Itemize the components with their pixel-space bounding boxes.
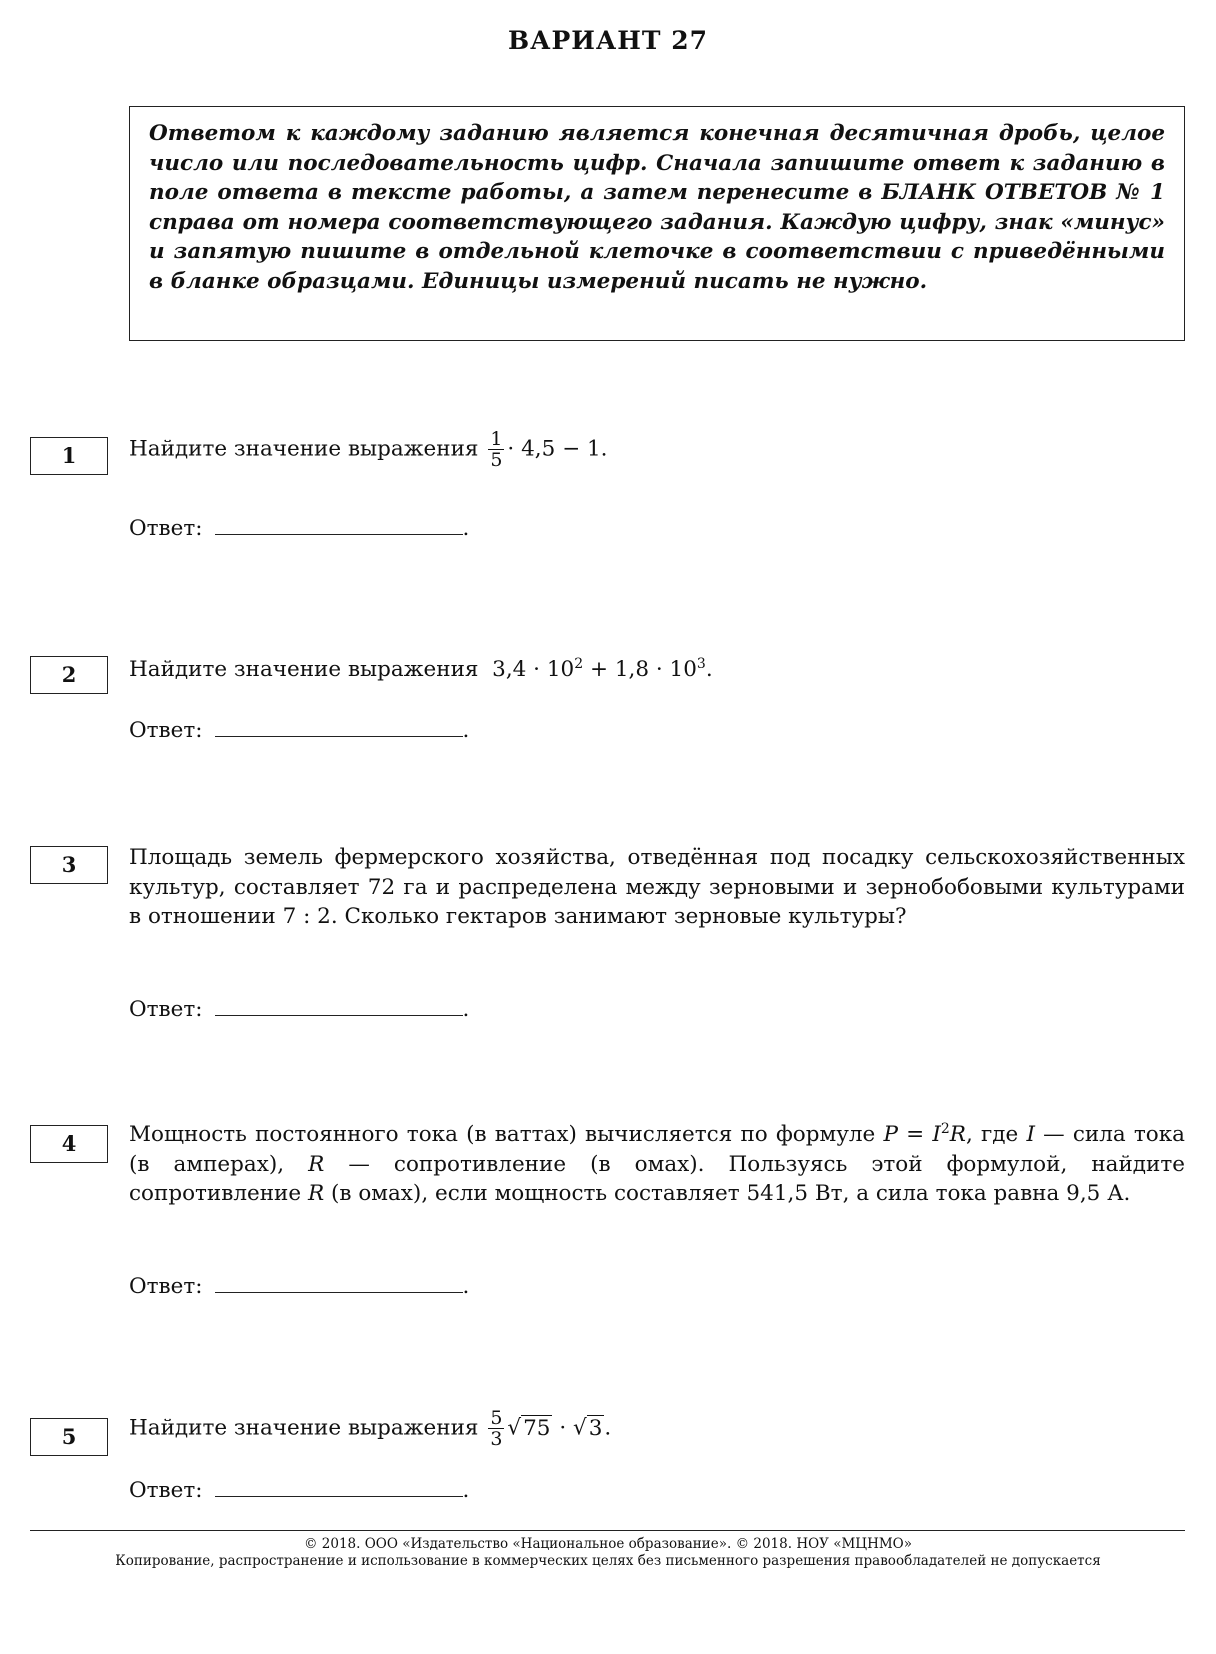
formula-eq: = xyxy=(897,1122,933,1147)
answer-row xyxy=(129,995,469,1024)
expression-a: 3,4 · 10 xyxy=(492,657,575,682)
instructions-box: Ответом к каждому заданию является конечная десятичная дробь, целое число или последовательность цифр. Сначала запишите ответ к заданию в поле ответа в тексте работы, а затем перенесите в БЛАНК ОТВЕТОВ № 1 справа от номера соответствующего задания. Каждую цифру, знак «минус» и запятую пишите в отдельной клеточке в соответствии с приведёнными в бланке образцами. Единицы измерений писать не нужно. xyxy=(129,106,1185,341)
fraction xyxy=(488,429,504,470)
task-text xyxy=(129,429,1185,470)
task-prompt: Найдите значение выражения xyxy=(129,436,479,462)
answer-label: Ответ: xyxy=(129,1274,203,1299)
answer-row xyxy=(129,514,469,543)
task-number-box: 4 xyxy=(30,1125,108,1163)
expression-end: . xyxy=(705,657,713,682)
task-prompt: Найдите значение выражения xyxy=(129,657,479,682)
task-number-box: 5 xyxy=(30,1418,108,1456)
variable-r: R xyxy=(307,1181,325,1206)
variable-r: R xyxy=(308,1151,325,1177)
answer-end: . xyxy=(462,997,470,1022)
footer-copyright: © 2018. ООО «Издательство «Национальное образование». © 2018. НОУ «МЦНМО» xyxy=(304,1536,912,1552)
answer-end: . xyxy=(462,718,470,743)
task-prompt: Найдите значение выражения xyxy=(129,1415,479,1441)
task-text-part: — сила тока (в амперах), xyxy=(129,1122,1185,1177)
task-text-part: — сопротивление (в омах). Пользуясь этой формулой, найдите сопротивление xyxy=(129,1151,1185,1206)
formula-exponent: 2 xyxy=(940,1120,950,1137)
task-text-part: (в омах), если мощность составляет 541,5 Вт, а сила тока равна 9,5 А. xyxy=(324,1181,1131,1206)
task-text xyxy=(129,655,1185,685)
answer-field[interactable] xyxy=(215,716,463,737)
answer-label: Ответ: xyxy=(129,997,203,1022)
task-text-part: Мощность постоянного тока (в ваттах) вычисляется по формуле xyxy=(129,1122,884,1147)
expression-rest: · 4,5 − 1. xyxy=(507,436,608,462)
exponent-a: 2 xyxy=(574,655,584,672)
answer-end: . xyxy=(462,1478,470,1503)
task-number-box: 1 xyxy=(30,437,108,475)
expression-b: + 1,8 · 10 xyxy=(583,657,697,682)
task-text: Площадь земель фермерского хозяйства, отведённая под посадку сельскохозяйственных культур, составляет 72 га и распределена между зерновыми и зернобобовыми культурами в отношении 7 : 2. Сколько гектаров занимают зерновые культуры? xyxy=(129,845,1185,929)
answer-row xyxy=(129,716,469,745)
answer-field[interactable] xyxy=(215,1476,463,1497)
task-number-box: 3 xyxy=(30,846,108,884)
task-number-box: 2 xyxy=(30,656,108,694)
formula-i: I xyxy=(932,1122,941,1147)
footer-divider xyxy=(30,1530,1185,1531)
answer-label: Ответ: xyxy=(129,718,203,743)
task-text-part: , где xyxy=(965,1122,1027,1147)
expression-end: . xyxy=(604,1415,612,1441)
square-root: √3 xyxy=(573,1415,603,1441)
radicand: 75 xyxy=(523,1415,551,1441)
formula-p: P xyxy=(883,1122,898,1147)
fraction-denominator: 5 xyxy=(490,449,503,471)
answer-field[interactable] xyxy=(215,1272,463,1293)
fraction xyxy=(488,1408,504,1449)
answer-field[interactable] xyxy=(215,514,463,535)
answer-field[interactable] xyxy=(215,995,463,1016)
answer-end: . xyxy=(462,516,470,541)
fraction-numerator: 1 xyxy=(490,428,503,450)
answer-row xyxy=(129,1272,469,1301)
variant-title: ВАРИАНТ 27 xyxy=(508,26,708,55)
fraction-numerator: 5 xyxy=(490,1407,503,1429)
answer-label: Ответ: xyxy=(129,1478,203,1503)
footer-notice: Копирование, распространение и использование в коммерческих целях без письменного разрешения правообладателей не допускается xyxy=(115,1553,1101,1569)
multiply-dot: · xyxy=(552,1415,573,1441)
square-root: √75 xyxy=(507,1415,551,1441)
answer-label: Ответ: xyxy=(129,516,203,541)
answer-end: . xyxy=(462,1274,470,1299)
answer-row xyxy=(129,1476,469,1505)
radicand: 3 xyxy=(588,1415,603,1441)
formula-r: R xyxy=(949,1122,966,1147)
variable-i: I xyxy=(1026,1122,1035,1147)
fraction-denominator: 3 xyxy=(490,1428,503,1450)
exponent-b: 3 xyxy=(696,655,706,672)
task-text xyxy=(129,1408,1185,1449)
task-text xyxy=(129,1120,1185,1209)
